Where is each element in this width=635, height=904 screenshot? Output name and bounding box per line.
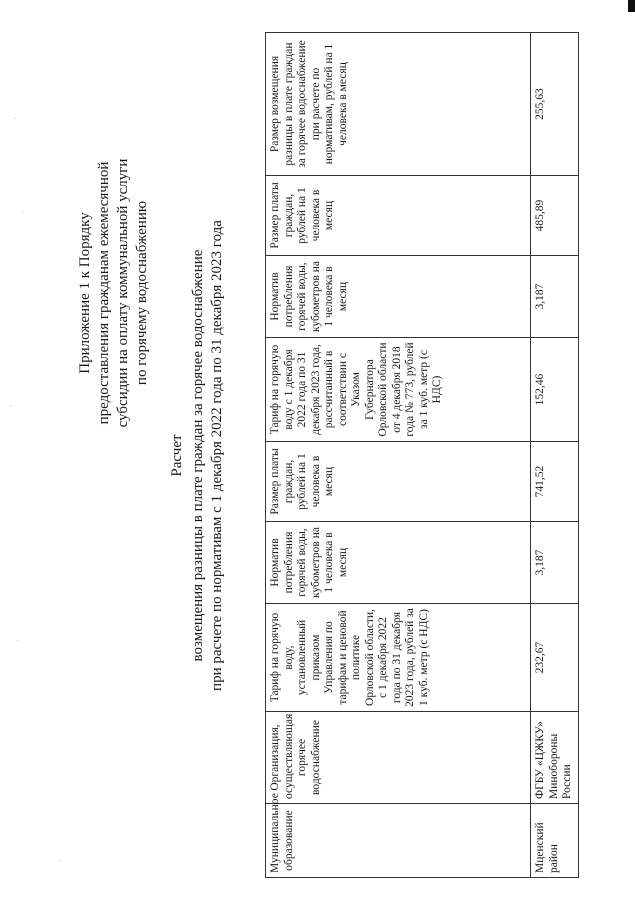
cell-municipality: Мценский район	[531, 804, 579, 878]
cell-tariff-1: 232,67	[531, 604, 579, 712]
cell-payment-1: 741,52	[531, 442, 579, 522]
scan-speck	[10, 405, 11, 406]
annex-line: субсидии на оплату коммунальной услуги	[115, 158, 131, 428]
title-line: возмещения разницы в плате граждан за горячее водоснабжение	[190, 249, 206, 662]
scan-speck	[17, 640, 18, 641]
cell-norm-2: 3,187	[531, 256, 579, 338]
annex-line: предоставления гражданам ежемесячной	[96, 161, 112, 425]
header-cell: Муниципальное образование	[266, 804, 531, 878]
annex-header	[76, 128, 152, 458]
header-cell: Норматив потребления горячей воды, кубометров на 1 человека в месяц	[266, 522, 531, 604]
document-title	[168, 33, 227, 878]
scan-speck	[14, 118, 15, 119]
page-corner-mark	[628, 0, 635, 12]
header-cell: Тариф на горячую воду с 1 декабря 2022 года по 31 декабря 2023 года, рассчитанный в соответствии с Указом Губернатора Орловской области от 4 декабря 2018 года № 773, рублей за 1 куб. метр (с НДС)	[266, 338, 531, 442]
cell-norm-1: 3,187	[531, 522, 579, 604]
annex-line: по горячему водоснабжению	[134, 200, 150, 386]
title-line: Расчет	[169, 434, 185, 477]
cell-tariff-2: 152,46	[531, 338, 579, 442]
title-line: при расчете по нормативам с 1 декабря 2022 года по 31 декабря 2023 года	[209, 220, 225, 691]
table-header-row	[266, 33, 531, 878]
header-cell: Организация, осуществляющая горячее водоснабжение	[266, 712, 531, 804]
header-cell: Размер возмещения разницы в плате граждан за горячее водоснабжение при расчете по нормативам, рублей на 1 человека в месяц	[266, 33, 531, 176]
cell-payment-2: 485,89	[531, 176, 579, 256]
annex-line: Приложение 1 к Порядку	[77, 212, 93, 374]
cell-compensation: 255,63	[531, 33, 579, 176]
header-cell: Норматив потребления горячей воды, кубометров на 1 человека в месяц	[266, 256, 531, 338]
scan-speck	[22, 212, 23, 213]
table-row	[531, 33, 579, 878]
header-cell: Размер платы граждан, рублей на 1 человека в месяц	[266, 442, 531, 522]
rotated-page-content	[40, 33, 600, 878]
header-cell: Тариф на горячую воду, установленный приказом Управления по тарифам и ценовой политике Орловской области, с 1 декабря 2022 года по 31 декабря 2023 года, рублей за 1 куб. метр (с НДС)	[266, 604, 531, 712]
subsidy-table	[265, 32, 579, 878]
header-cell: Размер платы граждан, рублей на 1 человека в месяц	[266, 176, 531, 256]
cell-organization: ФГБУ «ЦЖКУ» Минобороны России	[531, 712, 579, 804]
